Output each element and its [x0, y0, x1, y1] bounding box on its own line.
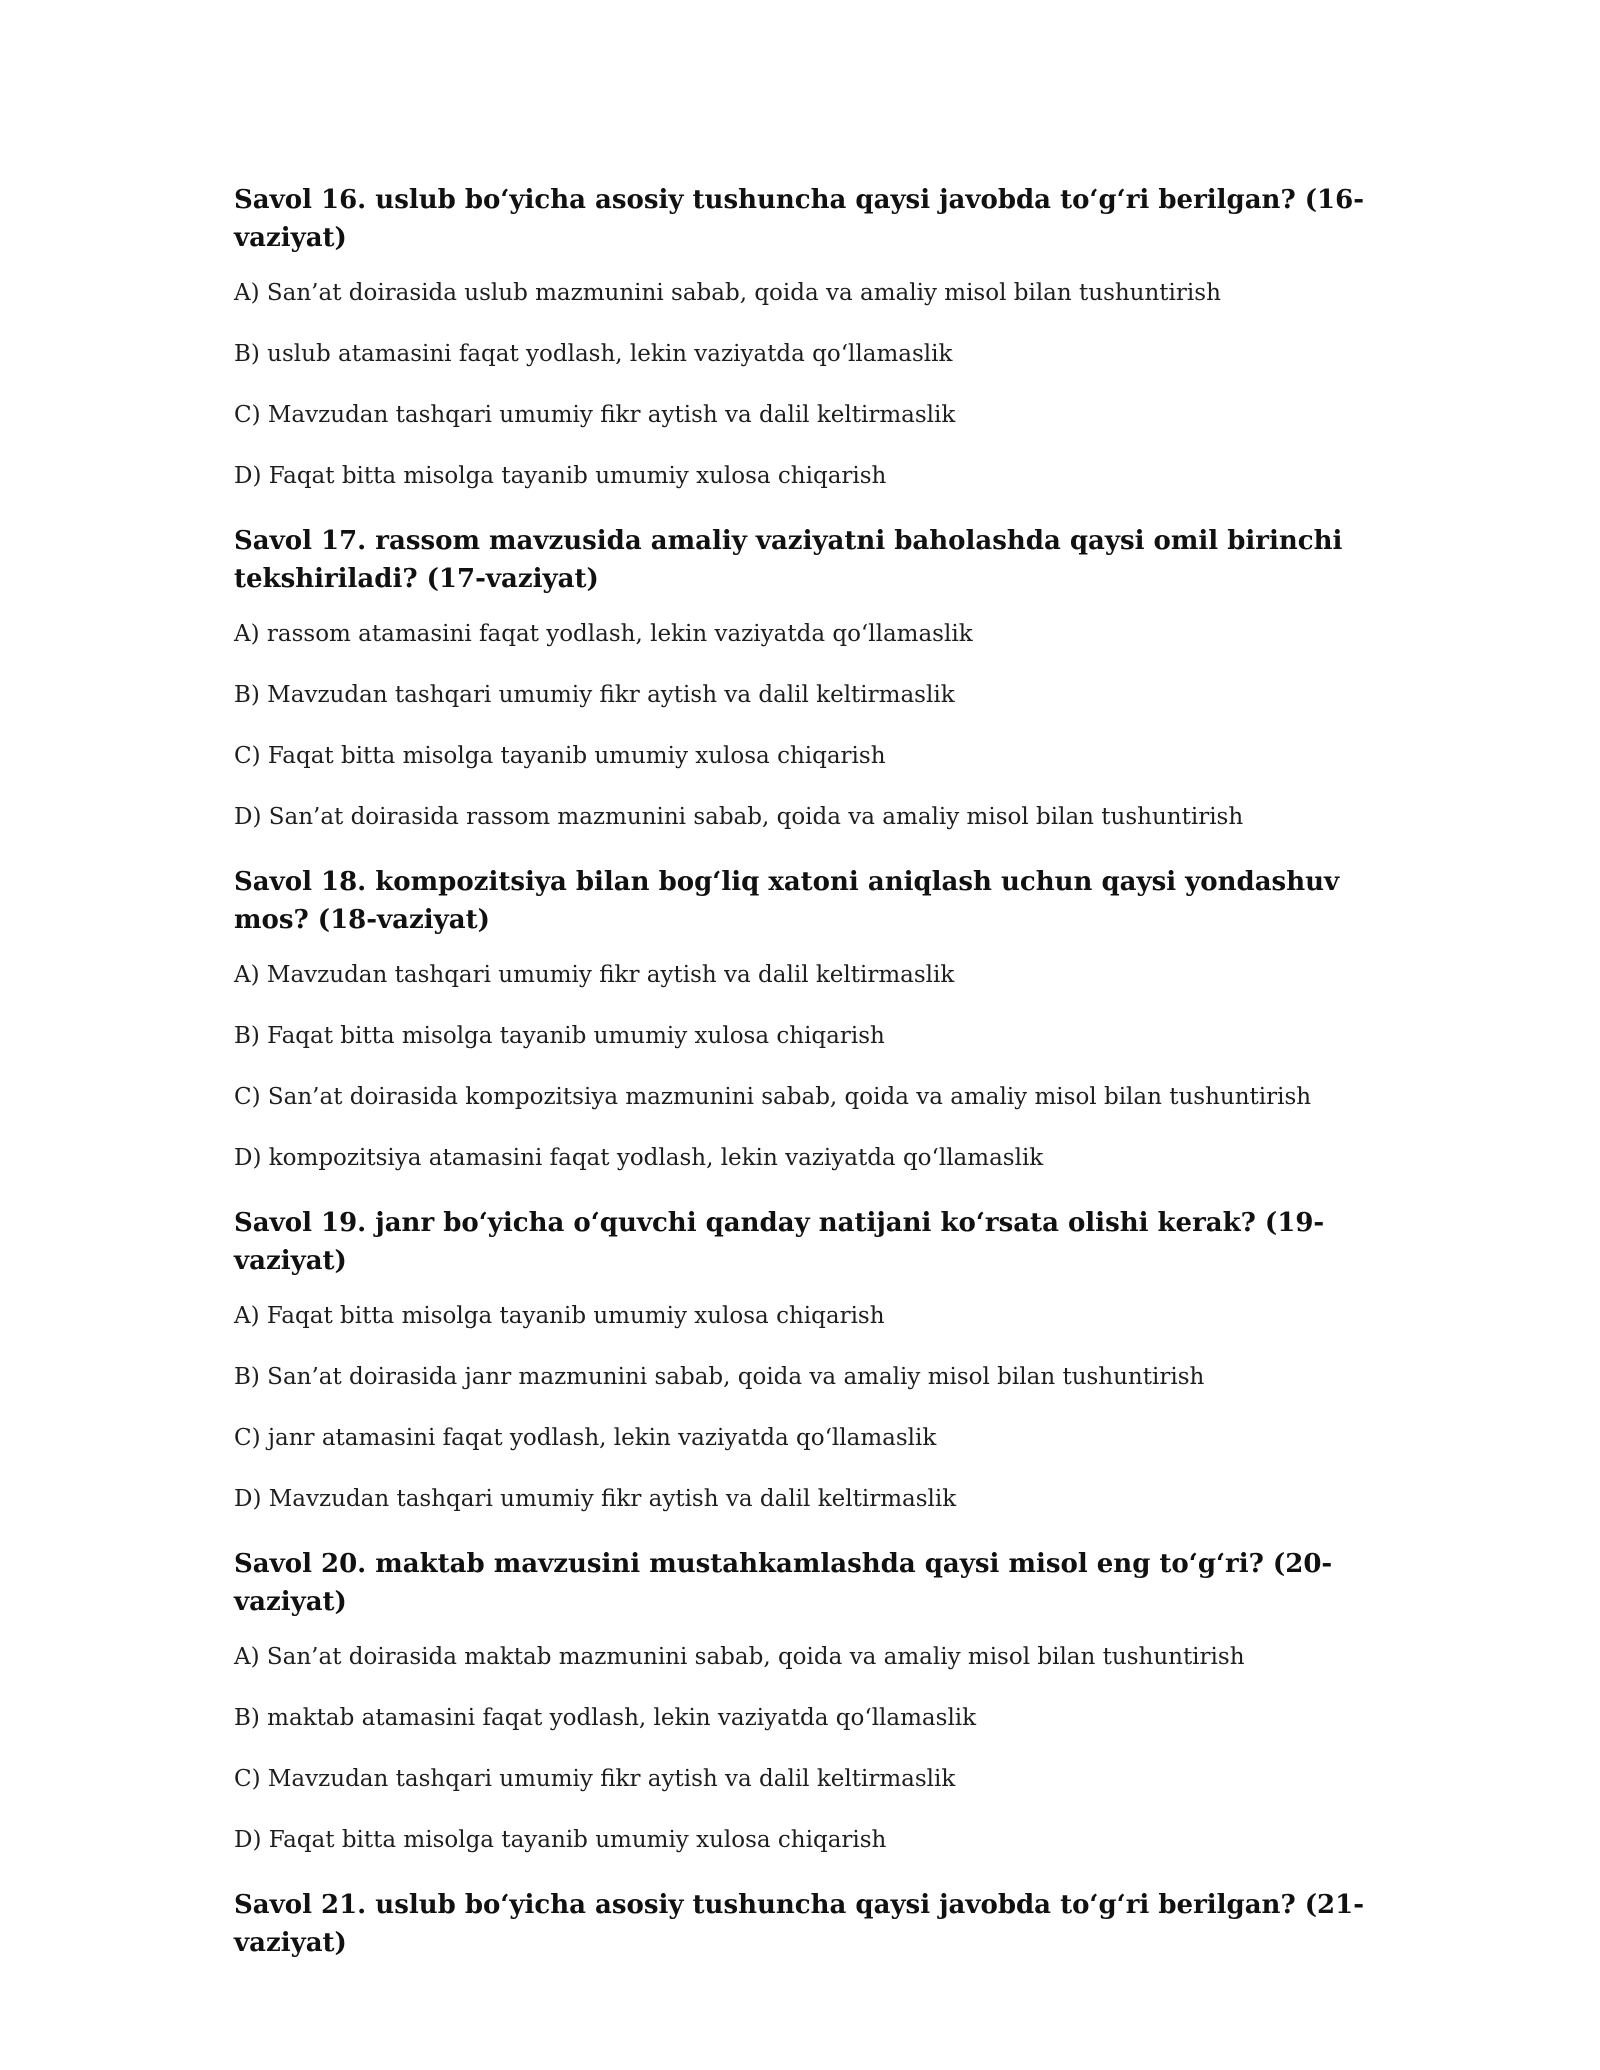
answer-option-c: C) janr atamasini faqat yodlash, lekin vaziyatda qo‘llamaslik [234, 1425, 937, 1451]
answer-option-b: B) Faqat bitta misolga tayanib umumiy xulosa chiqarish [234, 1023, 885, 1049]
answer-option-c: C) Faqat bitta misolga tayanib umumiy xulosa chiqarish [234, 743, 886, 769]
question-16 [234, 181, 1364, 491]
question-21 [234, 1886, 1364, 1962]
answer-option-d: D) kompozitsiya atamasini faqat yodlash, lekin vaziyatda qo‘llamaslik [234, 1145, 1044, 1171]
answer-option-c: C) San’at doirasida kompozitsiya mazmunini sabab, qoida va amaliy misol bilan tushuntirish [234, 1084, 1312, 1110]
question-title: Savol 19. janr bo‘yicha o‘quvchi qanday natijani ko‘rsata olishi kerak? (19-vaziyat) [234, 1208, 1325, 1276]
document-page [234, 181, 1364, 1983]
question-20 [234, 1545, 1364, 1855]
question-title: Savol 16. uslub bo‘yicha asosiy tushuncha qaysi javobda to‘g‘ri berilgan? (16-vaziyat) [234, 185, 1365, 253]
answer-option-a: A) Faqat bitta misolga tayanib umumiy xulosa chiqarish [234, 1303, 885, 1329]
answer-option-c: C) Mavzudan tashqari umumiy fikr aytish va dalil keltirmaslik [234, 402, 956, 428]
answer-option-b: B) uslub atamasini faqat yodlash, lekin vaziyatda qo‘llamaslik [234, 341, 953, 367]
question-18 [234, 863, 1364, 1173]
answer-option-c: C) Mavzudan tashqari umumiy fikr aytish va dalil keltirmaslik [234, 1766, 956, 1792]
answer-option-d: D) Mavzudan tashqari umumiy fikr aytish va dalil keltirmaslik [234, 1486, 957, 1512]
answer-option-d: D) Faqat bitta misolga tayanib umumiy xulosa chiqarish [234, 1827, 887, 1853]
answer-option-a: A) San’at doirasida uslub mazmunini sabab, qoida va amaliy misol bilan tushuntirish [234, 280, 1221, 306]
answer-option-a: A) San’at doirasida maktab mazmunini sabab, qoida va amaliy misol bilan tushuntirish [234, 1644, 1245, 1670]
answer-option-b: B) maktab atamasini faqat yodlash, lekin vaziyatda qo‘llamaslik [234, 1705, 977, 1731]
question-title: Savol 17. rassom mavzusida amaliy vaziyatni baholashda qaysi omil birinchi tekshiriladi? (17-vaziyat) [234, 526, 1343, 594]
question-17 [234, 522, 1364, 832]
answer-option-b: B) San’at doirasida janr mazmunini sabab, qoida va amaliy misol bilan tushuntirish [234, 1364, 1205, 1390]
answer-option-a: A) Mavzudan tashqari umumiy fikr aytish va dalil keltirmaslik [234, 962, 955, 988]
question-title: Savol 18. kompozitsiya bilan bog‘liq xatoni aniqlash uchun qaysi yondashuv mos? (18-vaziyat) [234, 867, 1340, 935]
question-title: Savol 20. maktab mavzusini mustahkamlashda qaysi misol eng to‘g‘ri? (20-vaziyat) [234, 1549, 1333, 1617]
answer-option-d: D) San’at doirasida rassom mazmunini sabab, qoida va amaliy misol bilan tushuntirish [234, 804, 1244, 830]
answer-option-d: D) Faqat bitta misolga tayanib umumiy xulosa chiqarish [234, 463, 887, 489]
answer-option-b: B) Mavzudan tashqari umumiy fikr aytish va dalil keltirmaslik [234, 682, 955, 708]
question-19 [234, 1204, 1364, 1514]
answer-option-a: A) rassom atamasini faqat yodlash, lekin vaziyatda qo‘llamaslik [234, 621, 973, 647]
question-title: Savol 21. uslub bo‘yicha asosiy tushuncha qaysi javobda to‘g‘ri berilgan? (21-vaziyat) [234, 1890, 1365, 1958]
